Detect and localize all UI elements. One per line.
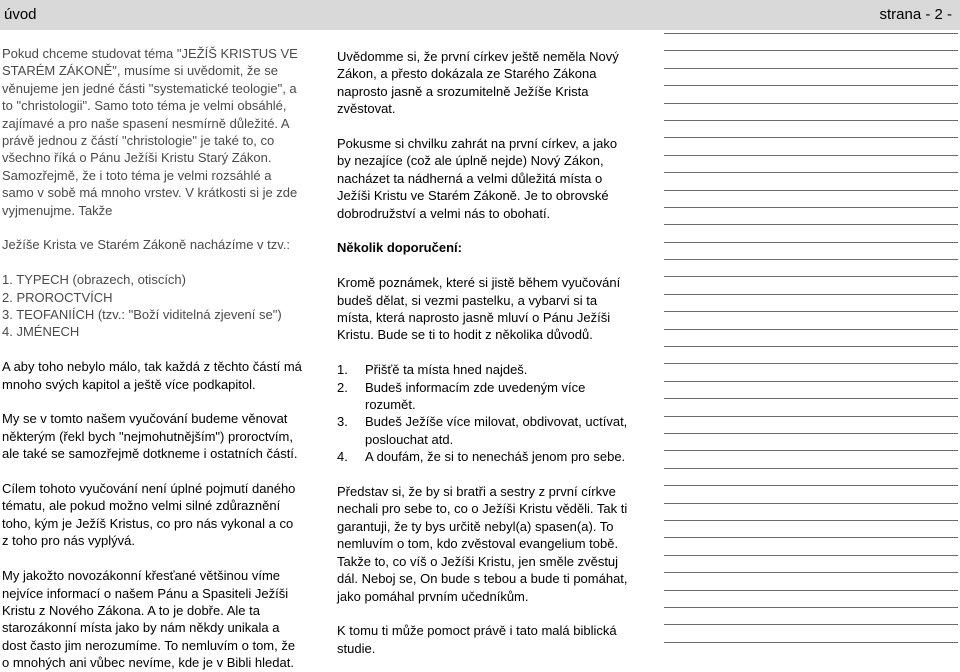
paragraph: My jakožto novozákonní křesťané většinou víme nejvíce informací o našem Pánu a Spasiteli Ježíši Kristu z Nového Zákona. A to je dobře. Ale ta starozákonní místa jako by nám někdy unikala a dost často jim nerozumíme. To nemluvím o tom, že o mnohých ani vůbec nevíme, kde je v Bibli hledat.: [2, 568, 296, 671]
note-line: [664, 276, 958, 277]
note-line: [664, 537, 958, 538]
note-line: [664, 398, 958, 399]
note-line: [664, 363, 958, 364]
paragraph: Cílem tohoto vyučování není úplné pojmutí daného tématu, ale pokud možno velmi silné zdůraznění toho, kým je Ježíš Kristus, co pro nás vykonal a co z toho pro nás vyplývá.: [2, 481, 296, 549]
paragraph: A aby toho nebylo málo, tak každá z těchto částí má mnoho svých kapitol a ještě více podkapitol.: [2, 359, 302, 392]
note-line: [664, 642, 958, 643]
list-item: 4. JMÉNECH: [2, 324, 80, 340]
note-line: [664, 381, 958, 382]
category-list: [2, 271, 302, 341]
note-line: [664, 329, 958, 330]
note-line: [664, 50, 958, 51]
note-line: [664, 607, 958, 608]
paragraph: Představ si, že by si bratři a sestry z první církve nechali pro sebe to, co o Ježíši Kristu věděli. Tak ti garantuji, že ty bys určitě nebyl(a) spasen(a). To nemluvím o tom, kdo zvěstoval evangelium tobě. Takže to, co víš o Ježíši Kristu, jen směle zvěstuj dál. Neboj se, On bude s tebou a bude ti pomáhat, jako pomáhal prvním učedníkům.: [337, 484, 628, 604]
note-line: [664, 120, 958, 121]
paragraph: K tomu ti může pomoct právě i tato malá biblická studie.: [337, 623, 617, 656]
list-item: 1. TYPECH (obrazech, otiscích): [2, 272, 186, 288]
note-line: [664, 137, 958, 138]
note-line: [664, 433, 958, 434]
note-line: [664, 590, 958, 591]
page-number: strana - 2 -: [879, 6, 952, 23]
note-line: [664, 85, 958, 86]
lead-sentence: Ježíše Krista ve Starém Zákoně nacházíme v tzv.:: [2, 237, 291, 253]
note-line: [664, 520, 958, 521]
note-lines: [664, 33, 958, 659]
page-header: [0, 0, 960, 30]
note-line: [664, 555, 958, 556]
note-line: [664, 311, 958, 312]
note-line: [664, 172, 958, 173]
note-line: [664, 259, 958, 260]
note-line: [664, 190, 958, 191]
note-line: [664, 503, 958, 504]
note-line: [664, 346, 958, 347]
note-line: [664, 624, 958, 625]
recommendations-list: [337, 361, 632, 465]
list-item: 2. PROROCTVÍCH: [2, 289, 113, 305]
note-line: [664, 572, 958, 573]
note-line: [664, 155, 958, 156]
note-line: [664, 33, 958, 34]
note-line: [664, 294, 958, 295]
note-line: [664, 242, 958, 243]
paragraph: Pokusme si chvilku zahrát na první církev, a jako by nezajíce (což ale úplně nejde) Nový Zákon, nacházet ta nádherná a velmi důležitá místa o Ježíši Kristu ve Starém Zákoně. Je to obrovské dobrodružství a velmi nás to obohatí.: [337, 136, 618, 221]
paragraph: Uvědomme si, že první církev ještě neměla Nový Zákon, a přesto dokázala ze Starého Zákona naprosto jasně a srozumitelně Ježíše Krista zvěstovat.: [337, 49, 619, 117]
list-item: 3. TEOFANIÍCH (tzv.: "Boží viditelná zjevení se"): [2, 307, 282, 323]
note-line: [664, 68, 958, 69]
list-item: 4. A doufám, že si to nenecháš jenom pro sebe.: [337, 449, 626, 465]
list-item: 3. Budeš Ježíše více milovat, obdivovat, uctívat, poslouchat atd.: [337, 414, 628, 447]
intro-paragraph: Pokud chceme studovat téma "JEŽÍŠ KRISTUS VE STARÉM ZÁKONĚ", musíme si uvědomit, že se věnujeme jen jedné části "systematické teologie", a to "christologii". Samo toto téma je velmi obsáhlé, zajímavé a pro naše spasení nesmírně důležité. A právě jednou z částí "christologie" je také to, co všechno říká o Pánu Ježíši Kristu Starý Zákon. Samozřejmě, že i toto téma je velmi rozsáhlé a samo v sobě má mnoho vrstev. V krátkosti si je zde vyjmenujme. Takže: [2, 46, 298, 218]
note-line: [664, 468, 958, 469]
note-line: [664, 103, 958, 104]
recommendations-heading: Několik doporučení:: [337, 240, 462, 256]
note-line: [664, 450, 958, 451]
note-line: [664, 224, 958, 225]
list-item: 1. Přišťě ta místa hned najdeš.: [337, 362, 528, 378]
paragraph: My se v tomto našem vyučování budeme věnovat některým (řekl bych "nejmohutnějším") proroctvím, ale také se samozřejmě dotkneme i ostatních částí.: [2, 411, 298, 462]
section-title: úvod: [4, 6, 37, 23]
note-line: [664, 416, 958, 417]
paragraph: Kromě poznámek, které si jistě během vyučování budeš dělat, si vezmi pastelku, a vybarvi si ta místa, která naprosto jasně mluví o Pánu Ježíši Kristu. Bude se ti to hodit z několika důvodů.: [337, 275, 621, 343]
note-line: [664, 207, 958, 208]
left-column: [2, 45, 302, 672]
note-line: [664, 485, 958, 486]
right-column: [337, 48, 632, 657]
list-item: 2. Budeš informacím zde uvedeným více rozumět.: [337, 379, 586, 413]
